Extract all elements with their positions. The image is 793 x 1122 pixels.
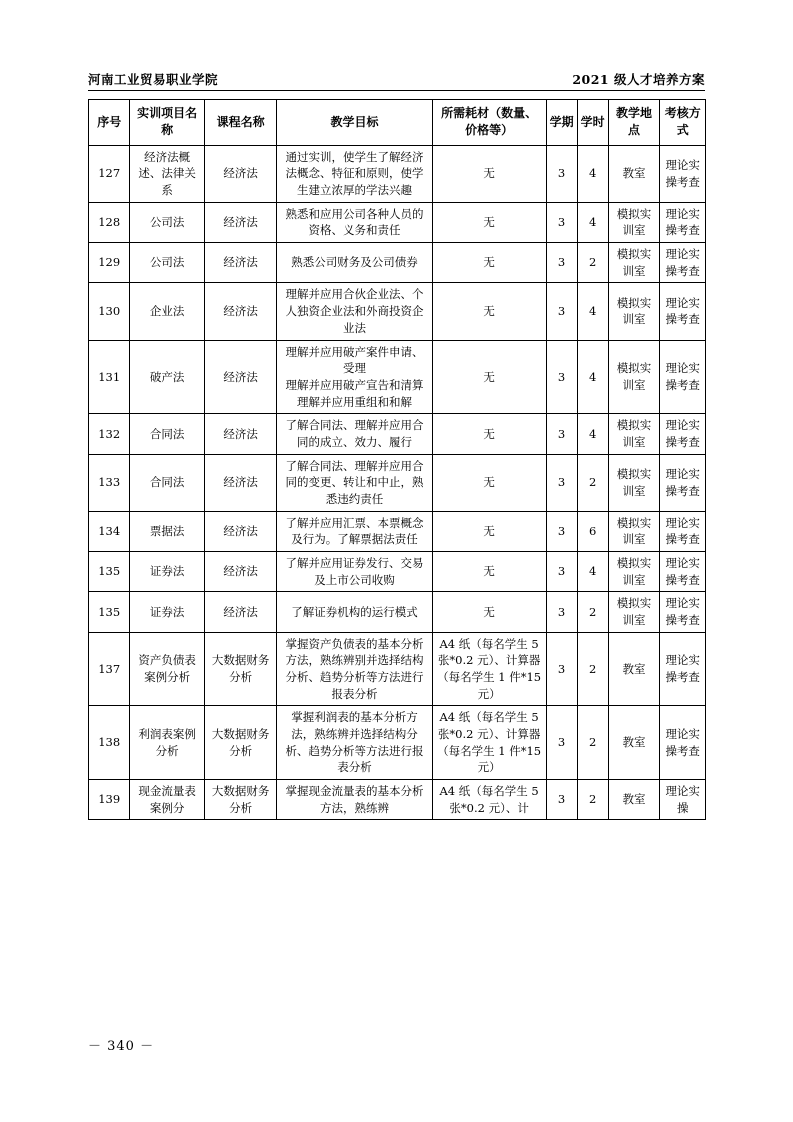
cell-course: 经济法	[204, 202, 276, 242]
cell-hours: 2	[577, 779, 608, 819]
cell-project: 资产负债表案例分析	[130, 632, 205, 706]
cell-place: 教室	[608, 632, 660, 706]
table-row	[89, 779, 706, 819]
cell-seq: 130	[89, 283, 130, 340]
cell-place: 模拟实训室	[608, 511, 660, 551]
table-row	[89, 454, 706, 511]
cell-term: 3	[546, 283, 577, 340]
cell-exam: 理论实操考查	[660, 632, 706, 706]
cell-seq: 128	[89, 202, 130, 242]
cell-hours: 6	[577, 511, 608, 551]
cell-course: 经济法	[204, 511, 276, 551]
cell-seq: 133	[89, 454, 130, 511]
cell-project: 公司法	[130, 202, 205, 242]
cell-hours: 4	[577, 283, 608, 340]
cell-seq: 139	[89, 779, 130, 819]
table-row	[89, 551, 706, 591]
column-header-material: 所需耗材（数量、价格等）	[432, 100, 546, 146]
cell-course: 大数据财务分析	[204, 632, 276, 706]
cell-goal: 理解并应用破产案件申请、受理 理解并应用破产宣告和清算 理解并应用重组和和解	[277, 340, 432, 414]
cell-goal: 熟悉公司财务及公司债券	[277, 243, 432, 283]
table-row	[89, 632, 706, 706]
cell-material: 无	[432, 145, 546, 202]
cell-course: 经济法	[204, 592, 276, 632]
cell-term: 3	[546, 706, 577, 780]
cell-exam: 理论实操考查	[660, 511, 706, 551]
page-number: － 340 －	[88, 1039, 155, 1054]
cell-term: 3	[546, 145, 577, 202]
cell-hours: 2	[577, 454, 608, 511]
cell-hours: 2	[577, 706, 608, 780]
table-row	[89, 243, 706, 283]
cell-goal: 通过实训，使学生了解经济法概念、特征和原则，使学生建立浓厚的学法兴趣	[277, 145, 432, 202]
cell-material: 无	[432, 454, 546, 511]
cell-material: 无	[432, 202, 546, 242]
cell-place: 模拟实训室	[608, 592, 660, 632]
cell-goal: 了解证券机构的运行模式	[277, 592, 432, 632]
column-header-hours: 学时	[577, 100, 608, 146]
cell-course: 经济法	[204, 145, 276, 202]
column-header-project: 实训项目名称	[130, 100, 205, 146]
cell-goal: 熟悉和应用公司各种人员的资格、义务和责任	[277, 202, 432, 242]
column-header-term: 学期	[546, 100, 577, 146]
cell-exam: 理论实操考查	[660, 414, 706, 454]
cell-material: 无	[432, 592, 546, 632]
cell-goal: 了解合同法、理解并应用合同的变更、转让和中止，熟悉违约责任	[277, 454, 432, 511]
cell-material: 无	[432, 511, 546, 551]
cell-exam: 理论实操考查	[660, 551, 706, 591]
cell-goal: 理解并应用合伙企业法、个人独资企业法和外商投资企业法	[277, 283, 432, 340]
cell-material: A4 纸（每名学生 5 张*0.2 元）、计算器（每名学生 1 件*15 元）	[432, 632, 546, 706]
cell-project: 利润表案例分析	[130, 706, 205, 780]
cell-hours: 2	[577, 632, 608, 706]
column-header-exam: 考核方式	[660, 100, 706, 146]
table-row	[89, 340, 706, 414]
cell-exam: 理论实操考查	[660, 454, 706, 511]
cell-exam: 理论实操	[660, 779, 706, 819]
page-header	[88, 70, 705, 88]
cell-hours: 4	[577, 414, 608, 454]
cell-place: 模拟实训室	[608, 414, 660, 454]
cell-place: 模拟实训室	[608, 340, 660, 414]
cell-material: A4 纸（每名学生 5 张*0.2 元）、计	[432, 779, 546, 819]
cell-material: 无	[432, 243, 546, 283]
table-row	[89, 706, 706, 780]
cell-hours: 4	[577, 145, 608, 202]
cell-exam: 理论实操考查	[660, 283, 706, 340]
table-row	[89, 283, 706, 340]
table-row	[89, 414, 706, 454]
cell-exam: 理论实操考查	[660, 145, 706, 202]
table-row	[89, 145, 706, 202]
table-row	[89, 511, 706, 551]
cell-place: 教室	[608, 779, 660, 819]
cell-goal: 掌握利润表的基本分析方法，熟练辨并选择结构分析、趋势分析等方法进行报表分析	[277, 706, 432, 780]
table-row	[89, 202, 706, 242]
cell-goal: 了解并应用证券发行、交易及上市公司收购	[277, 551, 432, 591]
cell-term: 3	[546, 511, 577, 551]
cell-place: 模拟实训室	[608, 551, 660, 591]
cell-seq: 138	[89, 706, 130, 780]
cell-project: 经济法概述、法律关系	[130, 145, 205, 202]
cell-hours: 2	[577, 243, 608, 283]
cell-term: 3	[546, 202, 577, 242]
cell-exam: 理论实操考查	[660, 202, 706, 242]
cell-place: 模拟实训室	[608, 283, 660, 340]
cell-term: 3	[546, 551, 577, 591]
cell-place: 教室	[608, 145, 660, 202]
cell-seq: 135	[89, 551, 130, 591]
cell-hours: 4	[577, 340, 608, 414]
header-institution: 河南工业贸易职业学院	[88, 72, 219, 87]
cell-project: 公司法	[130, 243, 205, 283]
cell-term: 3	[546, 779, 577, 819]
cell-place: 模拟实训室	[608, 454, 660, 511]
cell-material: A4 纸（每名学生 5 张*0.2 元）、计算器（每名学生 1 件*15 元）	[432, 706, 546, 780]
cell-project: 合同法	[130, 414, 205, 454]
cell-course: 大数据财务分析	[204, 706, 276, 780]
cell-material: 无	[432, 283, 546, 340]
cell-project: 破产法	[130, 340, 205, 414]
header-divider	[88, 90, 705, 91]
cell-material: 无	[432, 340, 546, 414]
cell-project: 现金流量表案例分	[130, 779, 205, 819]
cell-term: 3	[546, 414, 577, 454]
cell-term: 3	[546, 592, 577, 632]
cell-term: 3	[546, 632, 577, 706]
cell-place: 模拟实训室	[608, 243, 660, 283]
column-header-place: 教学地点	[608, 100, 660, 146]
training-projects-table	[88, 99, 706, 820]
cell-goal: 掌握现金流量表的基本分析方法，熟练辨	[277, 779, 432, 819]
cell-project: 合同法	[130, 454, 205, 511]
column-header-goal: 教学目标	[277, 100, 432, 146]
column-header-course: 课程名称	[204, 100, 276, 146]
cell-seq: 131	[89, 340, 130, 414]
cell-hours: 4	[577, 551, 608, 591]
cell-material: 无	[432, 551, 546, 591]
table-row	[89, 592, 706, 632]
cell-seq: 132	[89, 414, 130, 454]
table-header-row	[89, 100, 706, 146]
cell-goal: 了解并应用汇票、本票概念及行为。了解票据法责任	[277, 511, 432, 551]
cell-project: 证券法	[130, 551, 205, 591]
cell-exam: 理论实操考查	[660, 592, 706, 632]
cell-project: 票据法	[130, 511, 205, 551]
cell-hours: 4	[577, 202, 608, 242]
cell-project: 企业法	[130, 283, 205, 340]
cell-seq: 135	[89, 592, 130, 632]
cell-course: 经济法	[204, 283, 276, 340]
cell-seq: 137	[89, 632, 130, 706]
cell-goal: 掌握资产负债表的基本分析方法，熟练辨别并选择结构分析、趋势分析等方法进行报表分析	[277, 632, 432, 706]
cell-term: 3	[546, 243, 577, 283]
cell-project: 证券法	[130, 592, 205, 632]
cell-place: 模拟实训室	[608, 202, 660, 242]
cell-hours: 2	[577, 592, 608, 632]
cell-course: 经济法	[204, 551, 276, 591]
cell-course: 经济法	[204, 414, 276, 454]
cell-place: 教室	[608, 706, 660, 780]
cell-term: 3	[546, 340, 577, 414]
column-header-seq: 序号	[89, 100, 130, 146]
cell-exam: 理论实操考查	[660, 340, 706, 414]
cell-goal: 了解合同法、理解并应用合同的成立、效力、履行	[277, 414, 432, 454]
cell-term: 3	[546, 454, 577, 511]
cell-course: 经济法	[204, 243, 276, 283]
header-document-title: 2021 级人才培养方案	[572, 72, 705, 87]
cell-seq: 134	[89, 511, 130, 551]
cell-course: 经济法	[204, 340, 276, 414]
cell-seq: 129	[89, 243, 130, 283]
table-body	[89, 145, 706, 820]
cell-course: 大数据财务分析	[204, 779, 276, 819]
cell-seq: 127	[89, 145, 130, 202]
cell-material: 无	[432, 414, 546, 454]
cell-course: 经济法	[204, 454, 276, 511]
cell-exam: 理论实操考查	[660, 243, 706, 283]
cell-exam: 理论实操考查	[660, 706, 706, 780]
